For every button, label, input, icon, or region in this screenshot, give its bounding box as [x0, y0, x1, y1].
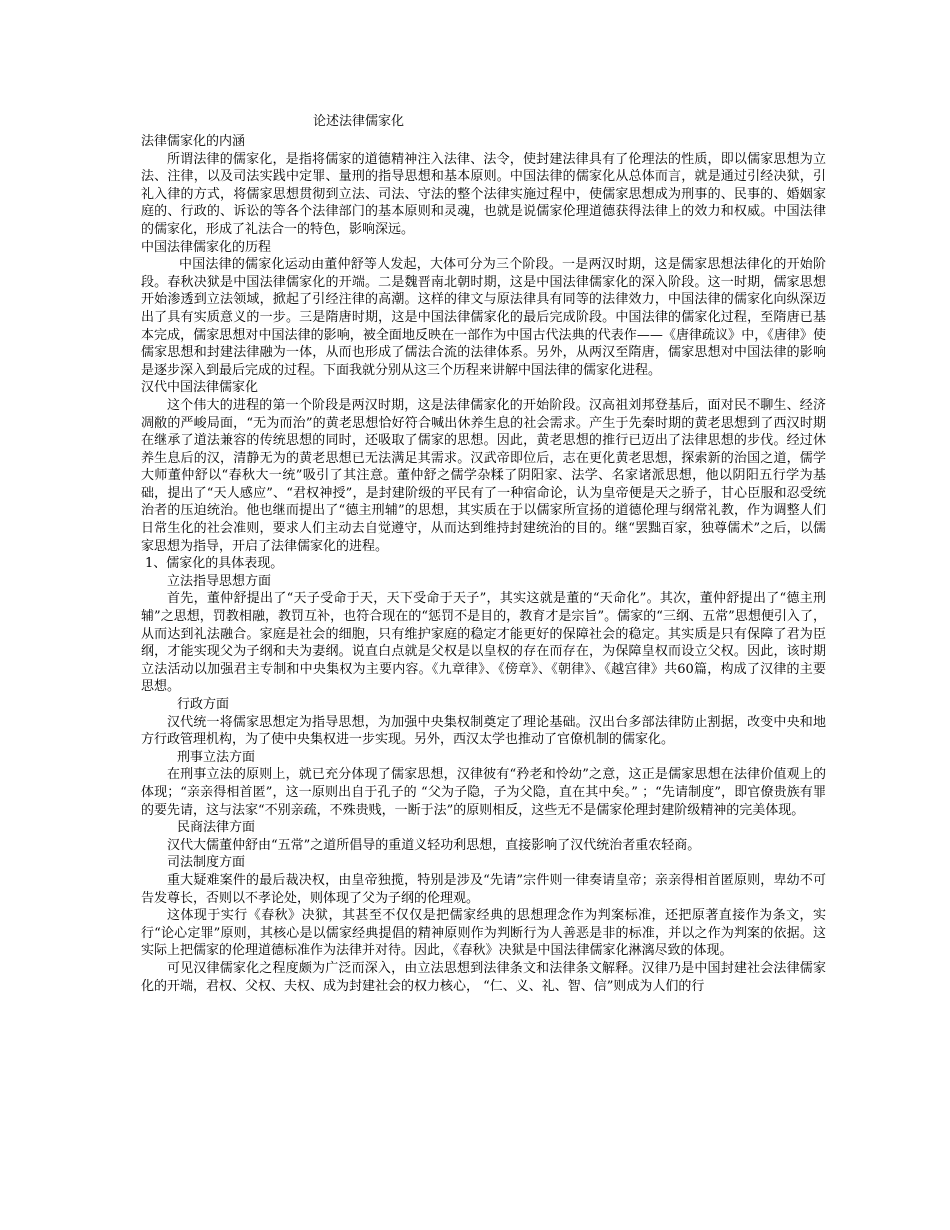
section-heading: 法律儒家化的内涵 — [141, 134, 246, 149]
subheading: 司法制度方面 — [167, 855, 246, 871]
numbered-item: 1、儒家化的具体表现。 — [145, 556, 284, 572]
paragraph: 这体现于实行《春秋》决狱，其甚至不仅仅是把儒家经典的思想理念作为判案标准，还把原著直接作为条文，实行“论心定罪”原则，其核心是以儒家经典提倡的精神原则作为判断行为人善恶是非的标准，并以之作为判案的依据。这实际上把儒家的伦理道德标准作为法律并对待。因此，《春秋》决狱是中国法律儒家化淋漓尽致的体现。 — [141, 908, 826, 959]
paragraph: 所谓法律的儒家化，是指将儒家的道德精神注入法律、法令，使封建法律具有了伦理法的性质，即以儒家思想为立法、注律，以及司法实践中定罪、量刑的指导思想和基本原则。中国法律的儒家化从总体而言，就是通过引经决狱，引礼入律的方式，将儒家思想贯彻到立法、司法、守法的整个法律实施过程中，使儒家思想成为刑事的、民事的、婚姻家庭的、行政的、诉讼的等各个法律部门的基本原则和灵魂，也就是说儒家伦理道德获得法律上的效力和权威。中国法律的儒家化，形成了礼法合一的特色，影响深远。 — [141, 151, 826, 237]
paragraph: 这个伟大的进程的第一个阶段是两汉时期，这是法律儒家化的开始阶段。汉高祖刘邦登基后，面对民不聊生、经济凋敝的严峻局面，“无为而治”的黄老思想恰好符合喊出休养生息的社会需求。产生于先秦时期的黄老思想到了西汉时期在继承了道法兼容的传统思想的同时，还吸取了儒家的思想。因此，黄老思想的推行已迈出了法律思想的步伐。经过休养生息后的汉，清静无为的黄老思想已无法满足其需求。汉武帝即位后，志在更化黄老思想，探索新的治国之道，儒学大师董仲舒以“春秋大一统”吸引了其注意。董仲舒之儒学杂糅了阴阳家、法学、名家诸派思想，他以阴阳五行学为基础，提出了“天人感应”、“君权神授”，是封建阶级的平民有了一种宿命论，认为皇帝便是天之骄子，甘心臣服和忍受统治者的压迫统治。他也继而提出了“德主刑辅”的思想，其实质在于以儒家所宣扬的道德伦理与纲常礼教，作为调整人们日常生化的社会准则，要求人们主动去自觉遵守，从而达到维持封建统治的目的。继“罢黜百家，独尊儒术”之后，以儒家思想为指导，开启了法律儒家化的进程。 — [141, 397, 826, 554]
paragraph: 中国法律的儒家化运动由董仲舒等人发起，大体可分为三个阶段。一是两汉时期，这是儒家思想法律化的开始阶段。春秋决狱是中国法律儒家化的开端。二是魏晋南北朝时期，这是中国法律儒家化的深入阶段。这一时期，儒家思想开始渗透到立法领域，掀起了引经注律的高潮。这样的律文与原法律具有同等的法律效力，中国法律的儒家化向纵深迈出了具有实质意义的一步。三是隋唐时期，这是中国法律儒家化的最后完成阶段。中国法律的儒家化过程，至隋唐已基本完成，儒家思想对中国法律的影响，被全面地反映在一部作为中国古代法典的代表作——《唐律疏议》中，《唐律》使儒家思想和封建法律融为一体，从而也形成了儒法合流的法律体系。另外，从两汉至隋唐，儒家思想对中国法律的影响是逐步深入到最后完成的过程。下面我就分别从这三个历程来讲解中国法律的儒家化进程。 — [141, 257, 826, 378]
paragraph: 首先，董仲舒提出了“天子受命于天，天下受命于天子”，其实这就是董的“天命化”。其次，董仲舒提出了“德主刑辅”之思想，罚教相融，教罚互补，也符合现在的“惩罚不是目的，教育才是宗旨”。儒家的“三纲、五常”思想便引入了，从而达到礼法融合。家庭是社会的细胞，只有维护家庭的稳定才能更好的保障社会的稳定。其实质是只有保障了君为臣纲，才能实现父为子纲和夫为妻纲。说直白点就是父权是以皇权的存在而存在，为保障皇权而设立父权。因此，该时期立法活动以加强君主专制和中央集权为主要内容。《九章律》、《傍章》、《朝律》、《越宫律》共60篇，构成了汉律的主要思想。 — [141, 591, 826, 695]
paragraph: 重大疑难案件的最后裁决权，由皇帝独揽，特别是涉及“先请”宗件则一律奏请皇帝；亲亲得相首匿原则，卑幼不可告发尊长，否则以不孝论处，则体现了父为子纲的伦理观。 — [141, 872, 826, 906]
paragraph: 在刑事立法的原则上，就已充分体现了儒家思想，汉律彼有“矜老和怜幼”之意，这正是儒家思想在法律价值观上的体现；“亲亲得相首匿”，这一原则出自于孔子的 “父为子隐，子为父隐，直在其中矣。” ；“先请制度”，即官僚贵族有罪的要先请，这与法家“不别亲疏，不殊贵贱，一断于法”的原则相反，这些无不是儒家伦理封建阶级精神的完美体现。 — [141, 767, 826, 818]
paragraph: 汉代统一将儒家思想定为指导思想，为加强中央集权制奠定了理论基础。汉出台多部法律防止割据，改变中央和地方行政管理机构，为了使中央集权进一步实现。另外，西汉太学也推动了官僚机制的儒家化。 — [141, 714, 826, 748]
section-heading: 汉代中国法律儒家化 — [141, 380, 259, 396]
subheading: 立法指导思想方面 — [167, 573, 272, 589]
section-heading: 中国法律儒家化的历程 — [141, 239, 272, 255]
subheading: 民商法律方面 — [177, 820, 256, 836]
paragraph: 可见汉律儒家化之程度颇为广泛而深入，由立法思想到法律条文和法律条文解释。汉律乃是中国封建社会法律儒家化的开端，君权、父权、夫权、成为封建社会的权力核心， “仁、义、礼、智、信”则成为人们的行 — [141, 960, 826, 994]
paragraph: 汉代大儒董仲舒由“五常”之道所倡导的重道义轻功利思想，直接影响了汉代统治者重农轻商。 — [167, 837, 701, 853]
subheading: 行政方面 — [177, 697, 230, 712]
subheading: 刑事立法方面 — [177, 749, 256, 765]
document-title: 论述法律儒家化 — [313, 114, 405, 129]
document-page — [141, 112, 826, 995]
